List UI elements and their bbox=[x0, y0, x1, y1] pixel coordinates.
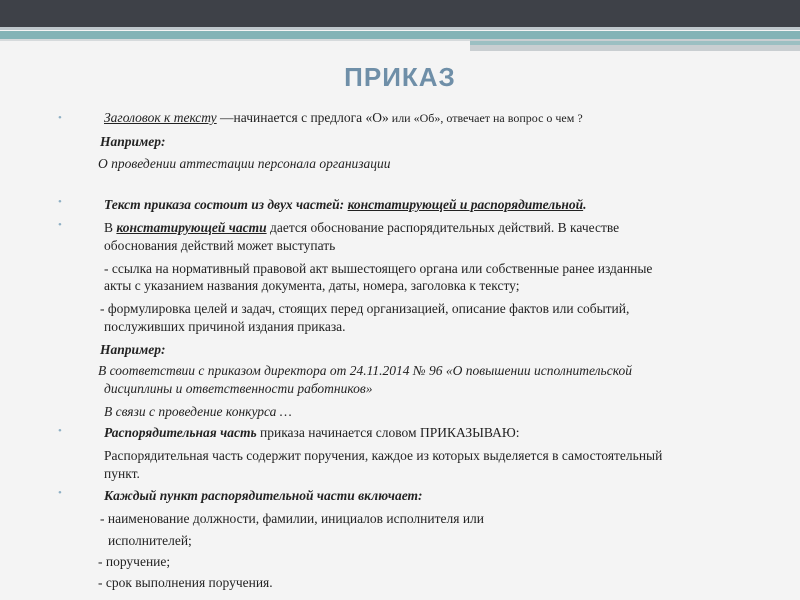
example-text: дисциплины и ответственности работников» bbox=[104, 381, 373, 396]
text-parts-intro: Текст приказа состоит из двух частей: bbox=[104, 197, 348, 212]
list-item: - поручение; bbox=[98, 554, 171, 569]
paragraph-line: послуживших причиной издания приказа. bbox=[104, 319, 346, 334]
bullet-icon: • bbox=[58, 487, 62, 499]
list-item: - наименование должности, фамилии, инициалов исполнителя или bbox=[100, 511, 485, 526]
example-text: В соответствии с приказом директора от 24.11.2014 № 96 «О повышении исполнительской bbox=[98, 363, 632, 378]
paragraph-line: обоснования действий может выступать bbox=[104, 238, 336, 253]
order-part-term: Распорядительная часть bbox=[104, 425, 257, 440]
teal-accent-band bbox=[470, 41, 800, 45]
heading-desc: —начинается с предлога «О» bbox=[216, 110, 389, 125]
paragraph-line: Распорядительная часть содержит поручения, каждое из которых выделяется в самостоятельный bbox=[104, 448, 663, 463]
paragraph-line: - ссылка на нормативный правовой акт вышестоящего органа или собственные ранее изданные bbox=[104, 261, 653, 276]
order-part-line bbox=[104, 424, 519, 441]
paragraph-line: пункт. bbox=[104, 466, 140, 481]
thin-band bbox=[0, 39, 470, 41]
top-header-bar bbox=[0, 0, 800, 27]
order-part-desc: приказа начинается словом ПРИКАЗЫВАЮ: bbox=[256, 425, 520, 440]
example-text: В связи с проведение конкурса … bbox=[104, 404, 292, 419]
example-text: О проведении аттестации персонала организации bbox=[98, 156, 391, 171]
text-parts-names: констатирующей и распорядительной bbox=[347, 197, 584, 212]
heading-desc-small: или «Об», отвечает на вопрос о чем ? bbox=[388, 111, 583, 125]
heading-line bbox=[104, 109, 583, 127]
header-shadow bbox=[0, 27, 800, 30]
stating-prefix: В bbox=[104, 220, 117, 235]
paragraph-line: - формулировка целей и задач, стоящих перед организацией, описание фактов или событий, bbox=[100, 301, 630, 316]
bullet-icon: • bbox=[58, 219, 62, 231]
paragraph-line: акты с указанием названия документа, даты, номера, заголовка к тексту; bbox=[104, 278, 520, 293]
item-contents-heading: Каждый пункт распорядительной части включает: bbox=[104, 488, 423, 503]
stating-desc: дается обоснование распорядительных действий. В качестве bbox=[266, 220, 620, 235]
text-parts-end: . bbox=[583, 197, 587, 212]
stating-term: констатирующей части bbox=[116, 220, 267, 235]
slide-title: ПРИКАЗ bbox=[344, 62, 456, 92]
list-item: исполнителей; bbox=[108, 533, 192, 548]
teal-band bbox=[0, 31, 800, 39]
bullet-icon: • bbox=[58, 196, 62, 208]
example-label: Например: bbox=[100, 134, 166, 149]
example-label: Например: bbox=[100, 342, 166, 357]
list-item: - срок выполнения поручения. bbox=[98, 575, 273, 590]
heading-term: Заголовок к тексту bbox=[104, 110, 217, 125]
text-parts-line bbox=[104, 196, 587, 213]
stating-part-line bbox=[104, 219, 619, 236]
bullet-icon: • bbox=[58, 112, 62, 124]
bullet-icon: • bbox=[58, 425, 62, 437]
